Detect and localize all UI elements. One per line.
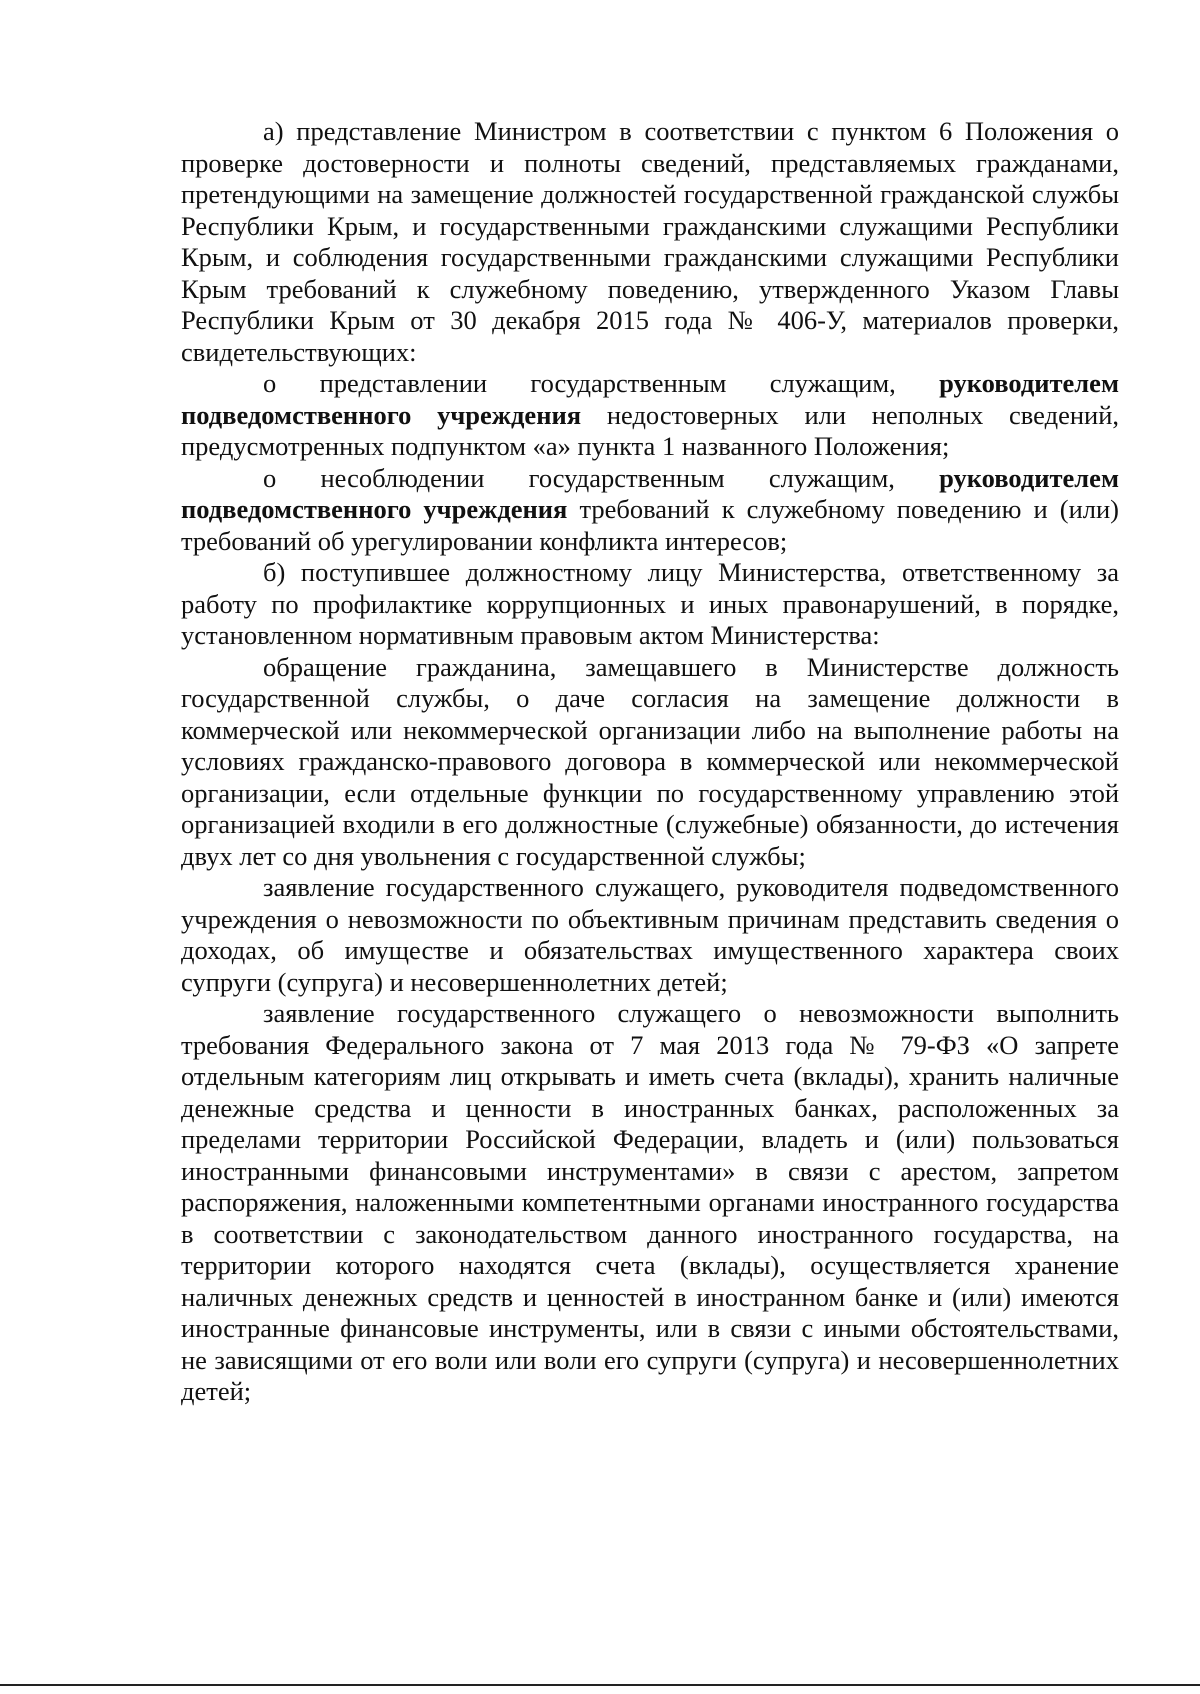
- paragraph-non-compliance: [181, 463, 1119, 558]
- bold-emphasis: руководителем подведомственного учреждения: [181, 368, 1119, 430]
- paragraph-citizen-appeal: обращение гражданина, замещавшего в Министерстве должность государственной службы, о даче согласия на замещение должности в коммерческой или некоммерческой организации либо на выполнение работы на условиях гражданско-правового договора в коммерческой или некоммерческой организации, если отдельные функции по государственному управлению этой организацией входили в его должностные (служебные) обязанности, до истечения двух лет со дня увольнения с государственной службы;: [181, 651, 1119, 871]
- paragraph-text: о представлении государственным служащим,: [263, 368, 940, 398]
- bold-emphasis: руководителем подведомственного учреждения: [181, 462, 1119, 524]
- paragraph-representation-by-minister: а) представление Министром в соответствии с пунктом 6 Положения о проверке достоверности и полноты сведений, представляемых гражданами, претендующими на замещение должностей государственной гражданской службы Республики Крым, и государственными гражданскими служащими Республики Крым, и соблюдения государственными гражданскими служащими Республики Крым требований к служебному поведению, утвержденного Указом Главы Республики Крым от 30 декабря 2015 года № 406-У, материалов проверки, свидетельствующих:: [181, 116, 1119, 367]
- paragraph-received-by-official: б) поступившее должностному лицу Министерства, ответственному за работу по профилактике коррупционных и иных правонарушений, в порядке, установленном нормативным правовым актом Министерства:: [181, 557, 1119, 650]
- paragraph-text: требований к служебному поведению и (или) требований об урегулировании конфликта интересов;: [181, 494, 1119, 556]
- paragraph-false-information: [181, 368, 1119, 463]
- paragraph-income-statement: заявление государственного служащего, руководителя подведомственного учреждения о невозможности по объективным причинам представить сведения о доходах, об имуществе и обязательствах имущественного характера своих супруги (супруга) и несовершеннолетних детей;: [181, 872, 1119, 997]
- paragraph-text: недостоверных или неполных сведений, предусмотренных подпунктом «а» пункта 1 названного Положения;: [181, 399, 1119, 461]
- paragraph-text: о несоблюдении государственным служащим,: [263, 462, 940, 493]
- paragraph-foreign-accounts: заявление государственного служащего о невозможности выполнить требования Федерального закона от 7 мая 2013 года № 79-ФЗ «О запрете отдельным категориям лиц открывать и иметь счета (вклады), хранить наличные денежные средства и ценности в иностранных банках, расположенных за пределами территории Российской Федерации, владеть и (или) пользоваться иностранными финансовыми инструментами» в связи с арестом, запретом распоряжения, наложенными компетентными органами иностранного государства в соответствии с законодательством данного иностранного государства, на территории которого находятся счета (вклады), осуществляется хранение наличных денежных средств и ценностей в иностранном банке и (или) имеются иностранные финансовые инструменты, или в связи с иными обстоятельствами, не зависящими от его воли или воли его супруги (супруга) и несовершеннолетних детей;: [181, 998, 1119, 1406]
- bottom-rule-divider: [0, 1684, 1200, 1686]
- document-page: [181, 116, 1119, 1408]
